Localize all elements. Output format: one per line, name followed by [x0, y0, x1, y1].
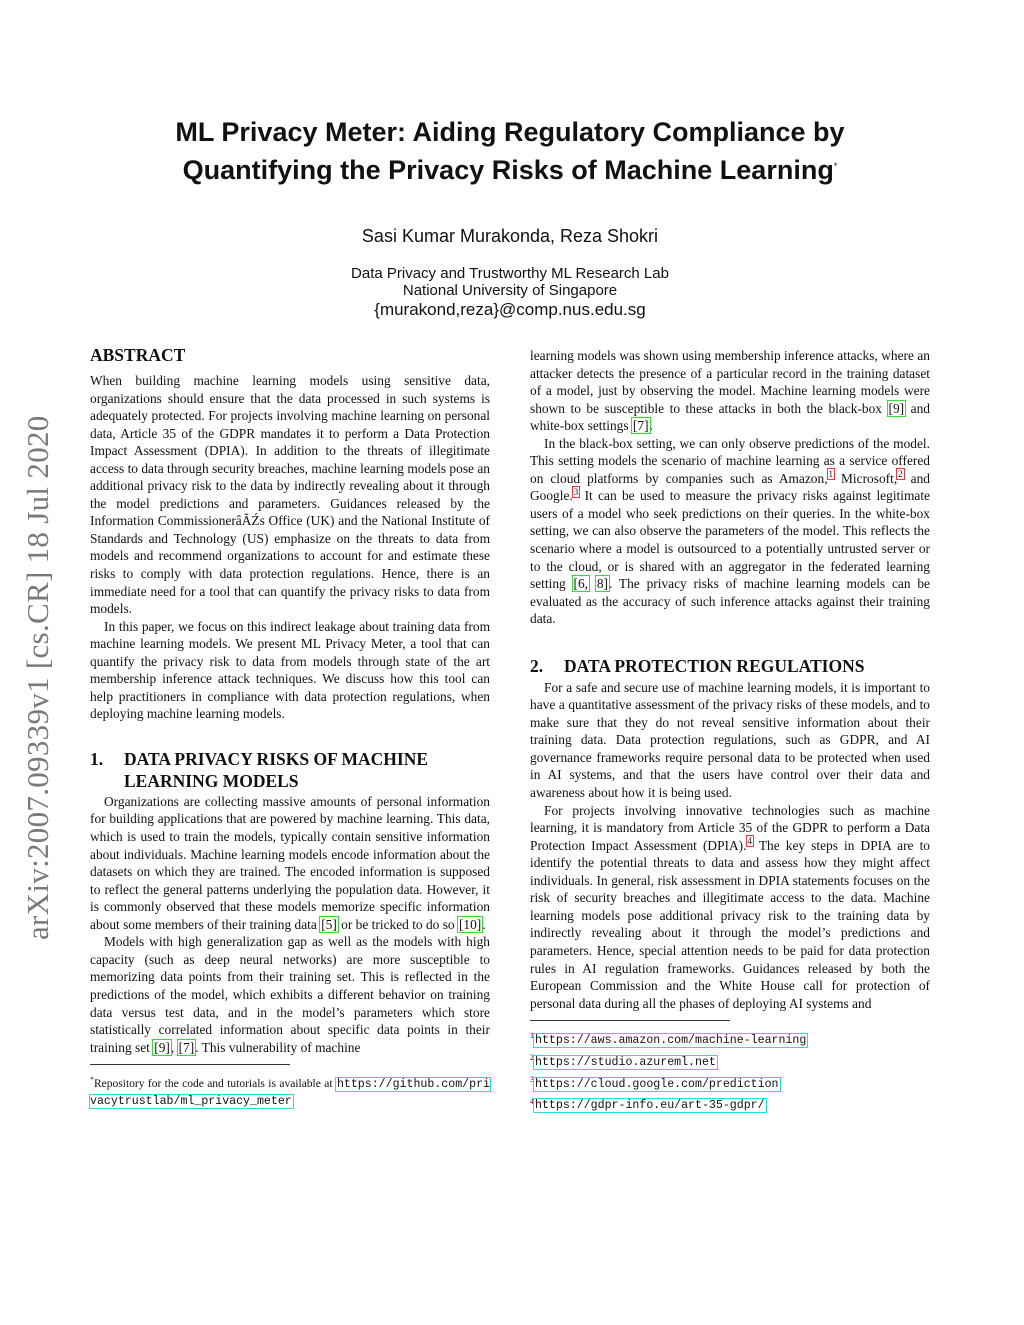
section-1-paragraph-1 — [90, 793, 490, 933]
citation-8[interactable]: 8] — [596, 576, 609, 592]
footnote-3-num: 3 — [530, 1074, 534, 1084]
footnote-1-num: 1 — [530, 1031, 534, 1041]
citation-5[interactable]: [5] — [321, 916, 337, 932]
affiliation-university: National University of Singapore — [402, 282, 618, 299]
rp1-text-c: . — [649, 418, 653, 434]
section-1-heading — [90, 748, 490, 792]
rp2-text-e: . The privacy risks of machine learning models can be evaluated as the accuracy of such inference attacks against their training data. — [530, 576, 930, 627]
right-column — [530, 347, 930, 1114]
title-footnote-mark: * — [833, 161, 838, 171]
citation-6[interactable]: [6, — [573, 576, 589, 592]
s1p1-text-a: Organizations are collecting massive amounts of personal information for building applications that are powered by machine learning. This data, which is used to train the models, typically contain sensitive information about individuals. Machine learning models encode information about the datasets on which they are trained. The encoded information is supposed to reflect the general patterns underlying the population data. However, it is commonly observed that these models memorize specific information about some members of their training data — [90, 793, 490, 932]
section-1-paragraph-2 — [90, 933, 490, 1056]
citation-9[interactable]: [9] — [154, 1039, 170, 1055]
affiliation-lab: Data Privacy and Trustworthy ML Research Lab — [351, 265, 669, 282]
footnote-2-link[interactable]: https://studio.azureml.net — [535, 1055, 716, 1069]
footnote-list — [530, 1027, 930, 1114]
s1p1-text-b: or be tricked to do so — [337, 916, 458, 932]
section-1-title-line-2: LEARNING MODELS — [124, 770, 299, 791]
footnote-star — [90, 1071, 490, 1110]
rp1-text-a: learning models was shown using membership inference attacks, where an attacker detects the presence of a particular record in the training dataset of a model, just by observing the model. Machine learning models were shown to be susceptible to these attacks in both the black-box — [530, 348, 930, 416]
footnote-rule-right — [530, 1020, 730, 1021]
section-2-heading — [530, 655, 930, 677]
title-line-2 — [90, 149, 930, 187]
s2p2-text-b: The key steps in DPIA are to identify the potential threats to data and assess how they might affect individuals. In general, risk assessment in DPIA statements focuses on the risk of security breaches and illegitimate access to the data. Machine learning models pose additional privacy risk to the training data by indirectly revealing about it through the model’s predictions and parameters. Hence, special attention needs to be paid for data protection rules in AI regulation frameworks. Guidances released by both the European Commission and the White House call for protection of personal data during all the phases of deploying AI systems and — [530, 837, 930, 1011]
s2p2-text-a: For projects involving innovative technologies such as machine learning, it is mandatory from Article 35 of the GDPR to perform a Data Protection Impact Assessment (DPIA). — [530, 802, 930, 853]
rp2-text-b: Microsoft, — [834, 470, 898, 486]
abstract-paragraph-2: In this paper, we focus on this indirect leakage about training data from machine learning models. We present ML Privacy Meter, a tool that can quantify the privacy risk to data from models through state of the art membership inference attack techniques. We discuss how this tool can help practitioners in compliance with data protection regulations, when deploying machine learning models. — [90, 618, 490, 722]
s1p2-text-a: Models with high generalization gap as well as the models with high capacity (such as deep neural networks) are more susceptible to memorizing data points from their training set. This is reflected in the predictions of the model, which exhibits a different behavior on training data versus test data, and in the model’s parameters which store statistically correlated information about specific data points in their training set — [90, 934, 490, 1055]
rp2-text-a: In the black-box setting, we can only observe predictions of the model. This setting models the scenario of machine learning as a service offered on cloud platforms by companies such as Amazon, — [530, 435, 930, 486]
rp2-text-d: It can be used to measure the privacy risks against legitimate users of a model who seek predictions on their queries. In the white-box setting, we can also observe the parameters of the model. This reflects the scenario where a model is outsourced to a potentially untrusted server or to the cloud, or is shared with an aggregator in the federated learning setting — [530, 488, 930, 592]
affiliation-email: {murakond,reza}@comp.nus.edu.sg — [374, 300, 646, 319]
s1p2-sep: , — [170, 1039, 178, 1055]
title-line-2-text: Quantifying the Privacy Risks of Machine Learning — [182, 155, 834, 185]
citation-10[interactable]: [10] — [458, 916, 482, 932]
footnote-rule — [90, 1064, 290, 1065]
section-2-number: 2. — [530, 655, 544, 676]
footnote-1-link[interactable]: https://aws.amazon.com/machine-learning — [535, 1033, 807, 1047]
section-2-paragraph-2 — [530, 802, 930, 1013]
footnote-4 — [530, 1093, 930, 1115]
right-paragraph-1 — [530, 347, 930, 435]
footnote-4-num: 4 — [530, 1096, 534, 1106]
footnote-4-link[interactable]: https://gdpr-info.eu/art-35-gdpr/ — [535, 1099, 765, 1113]
section-2-paragraph-1: For a safe and secure use of machine learning models, it is important to have a quantitative assessment of the privacy risks of these models, and to make sure that they do not reveal sensitive information about their training data. Data protection regulations, such as GDPR, and AI governance frameworks require personal data to be protected when used in AI systems, and that the users have control over their data and awareness about how it is being used. — [530, 679, 930, 801]
abstract-heading: ABSTRACT — [90, 345, 186, 365]
footnote-3 — [530, 1071, 930, 1093]
left-column — [90, 344, 490, 1110]
paper-title — [90, 115, 930, 187]
rp2-text-c: and Google. — [530, 470, 930, 504]
footnote-ref-3[interactable]: 3 — [573, 486, 579, 497]
s1p1-text-c: . — [482, 916, 486, 932]
affiliation — [90, 265, 930, 321]
rp1-text-b: and white-box settings — [530, 400, 930, 434]
citation-9-right[interactable]: [9] — [888, 400, 905, 416]
title-line-1: ML Privacy Meter: Aiding Regulatory Compliance by — [175, 117, 845, 147]
abstract-paragraph-1: When building machine learning models using sensitive data, organizations should ensure that the data processed in such systems is adequately protected. For projects involving machine learning on personal data, Article 35 of the GDPR mandates it to perform a Data Protection Impact Assessment (DPIA). In addition to the threats of illegitimate access to data through security breaches, machine learning models pose an additional privacy risk to the data by indirectly revealing about it through the model predictions and parameters. Guidances released by the Information CommissionerâĂŹs Office (UK) and the National Institute of Standards and Technology (US) emphasize on the threats to data from models and recommend organizations to account for and estimate these risks to comply with data protection regulations. Hence, there is an immediate need for a tool that can quantify the privacy risks to data from models. — [90, 373, 490, 617]
repository-link[interactable]: https://github.com/privacytrustlab/ml_privacy_meter — [90, 1077, 490, 1108]
section-1-title-line-1: DATA PRIVACY RISKS OF MACHINE — [124, 748, 429, 769]
footnote-1 — [530, 1027, 930, 1049]
footnote-star-mark: * — [90, 1075, 94, 1085]
footnote-ref-2[interactable]: 2 — [898, 469, 903, 480]
arxiv-stamp: arXiv:2007.09339v1 [cs.CR] 18 Jul 2020 — [20, 415, 55, 940]
citation-7[interactable]: [7] — [178, 1039, 195, 1055]
right-paragraph-2 — [530, 435, 930, 628]
s1p2-text-b: . This vulnerability of machine — [195, 1039, 361, 1055]
footnote-2 — [530, 1049, 930, 1071]
footnote-ref-4[interactable]: 4 — [747, 836, 752, 847]
section-2-title: DATA PROTECTION REGULATIONS — [564, 655, 865, 676]
authors: Sasi Kumar Murakonda, Reza Shokri — [361, 226, 659, 246]
citation-7-right[interactable]: [7] — [632, 418, 649, 434]
footnote-ref-1[interactable]: 1 — [828, 469, 834, 480]
section-1-number: 1. — [90, 748, 104, 769]
footnote-2-num: 2 — [530, 1052, 534, 1062]
footnote-star-text: Repository for the code and tutorials is available at — [94, 1077, 336, 1090]
footnote-3-link[interactable]: https://cloud.google.com/prediction — [535, 1077, 779, 1091]
